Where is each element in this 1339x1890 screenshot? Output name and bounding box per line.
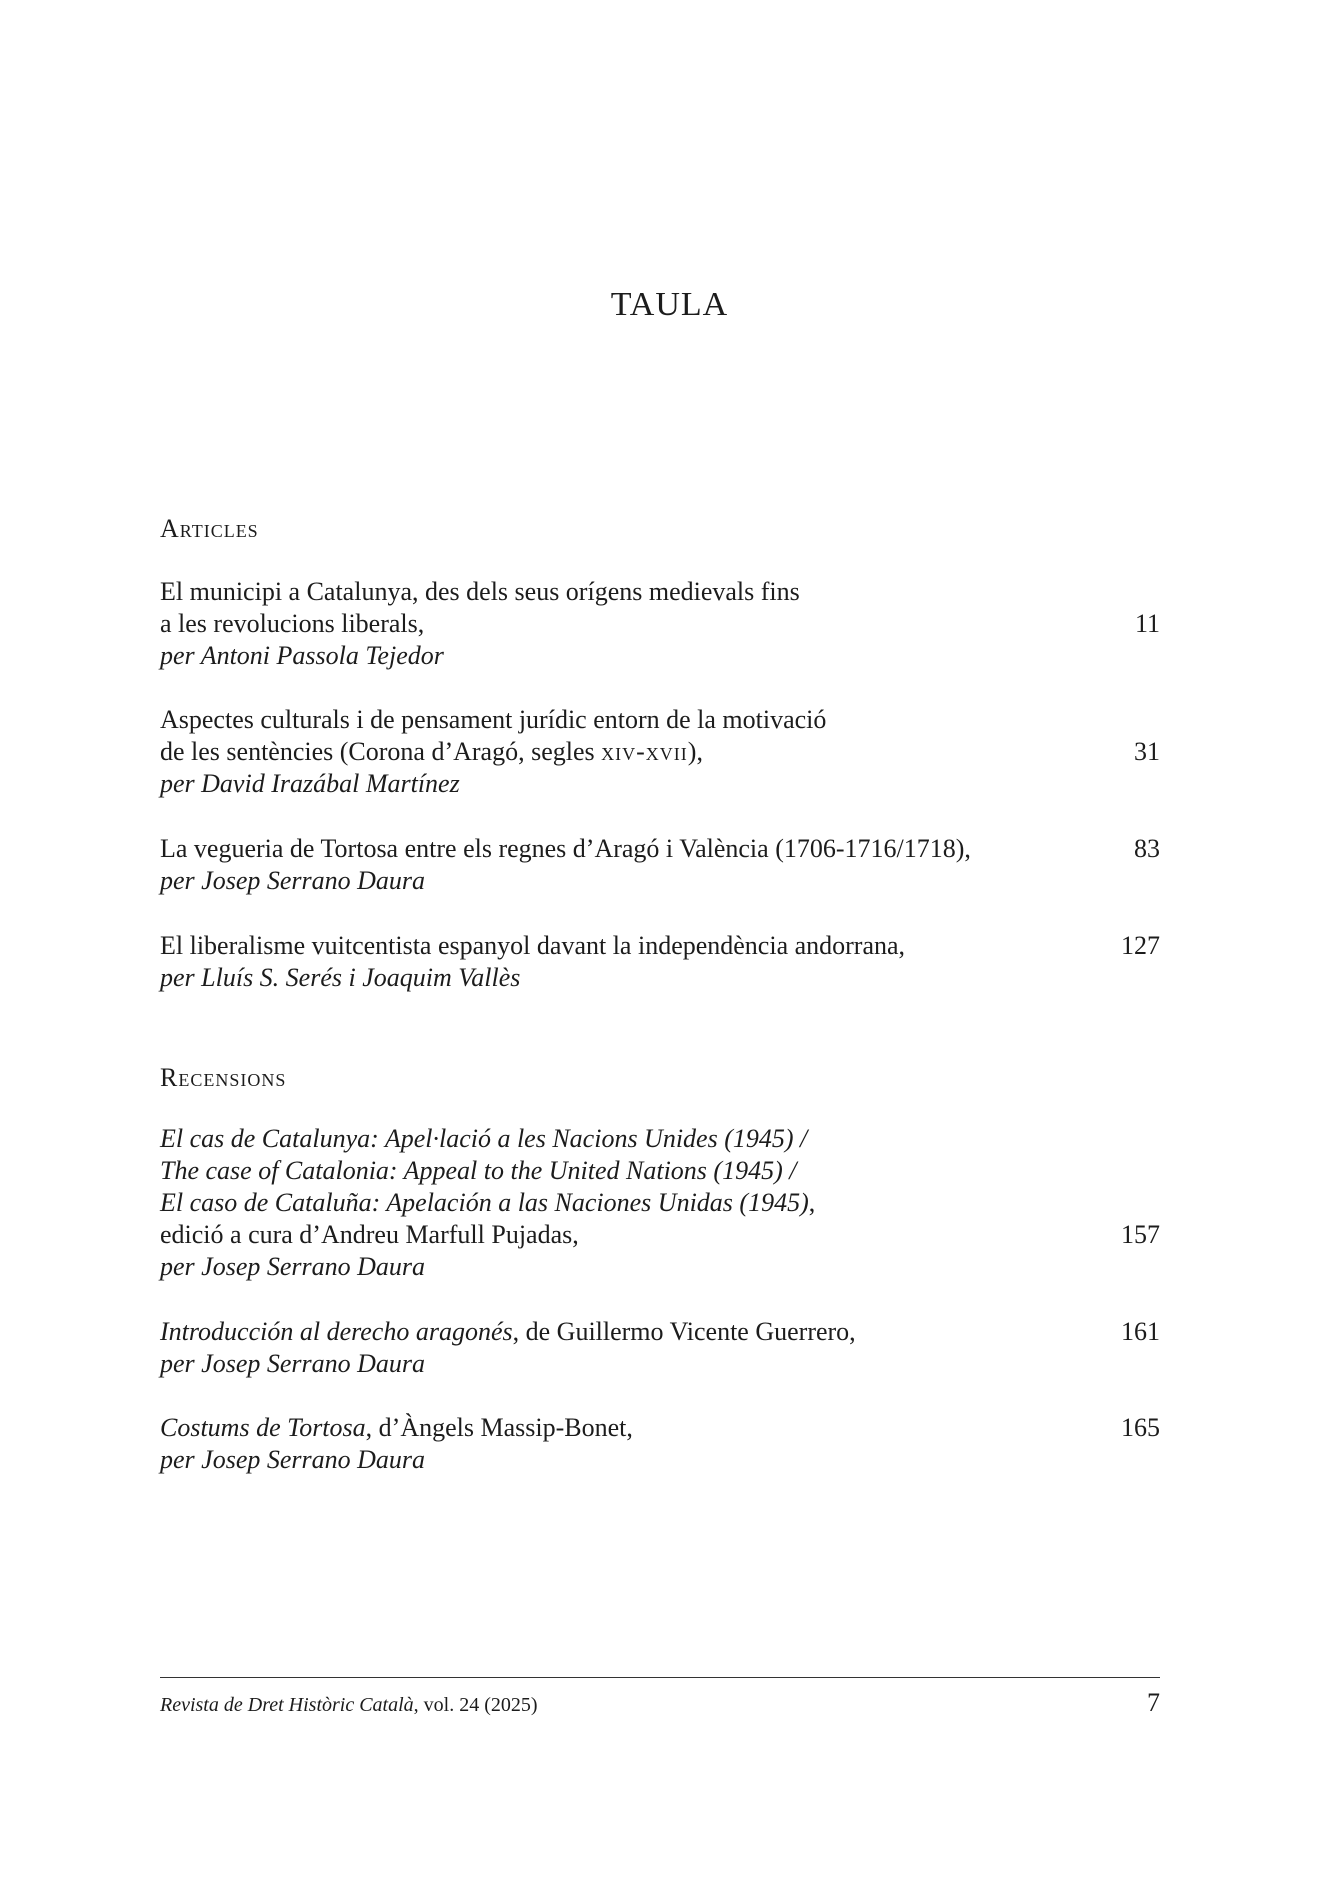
entry-title-line: La vegueria de Tortosa entre els regnes d’Aragó i València (1706-1716/1718),	[160, 834, 971, 863]
entry-title-line: Introducción al derecho aragonés, de Guillermo Vicente Guerrero,	[160, 1317, 856, 1346]
entry-title-line: a les revolucions liberals,	[160, 609, 425, 638]
toc-entry-review-3[interactable]	[160, 1412, 1160, 1476]
entry-author: per Josep Serrano Daura	[160, 1252, 426, 1281]
page-number: 11	[1134, 609, 1160, 638]
entry-author: per Josep Serrano Daura	[160, 1445, 426, 1474]
toc-entry-article-4[interactable]	[160, 930, 1160, 994]
page-footer	[160, 1688, 1160, 1718]
entry-title-line: de les sentències (Corona d’Aragó, segles xiv-xvii),	[160, 737, 703, 766]
page-number: 127	[1121, 931, 1160, 960]
century-smallcaps: xiv-xvii	[601, 737, 688, 766]
entry-title-line: Costums de Tortosa, d’Àngels Massip-Bonet,	[160, 1413, 633, 1442]
entry-author: per Lluís S. Serés i Joaquim Vallès	[160, 963, 521, 992]
entry-title-line: El cas de Catalunya: Apel·lació a les Nacions Unides (1945) /	[160, 1124, 808, 1153]
toc-entry-review-1[interactable]	[160, 1123, 1160, 1283]
entry-author: per David Irazábal Martínez	[160, 769, 460, 798]
entry-title-line: El caso de Cataluña: Apelación a las Naciones Unidas (1945),	[160, 1188, 816, 1217]
section-heading-reviews: Recensions	[160, 1063, 287, 1092]
entry-author: per Josep Serrano Daura	[160, 866, 426, 895]
folio-number: 7	[1147, 1688, 1160, 1717]
entry-author: per Josep Serrano Daura	[160, 1349, 426, 1378]
page-title: TAULA	[610, 286, 729, 323]
toc-entry-article-1[interactable]	[160, 576, 1160, 672]
entry-editor-line: edició a cura d’Andreu Marfull Pujadas,	[160, 1220, 579, 1249]
entry-title-line: El liberalisme vuitcentista espanyol davant la independència andorrana,	[160, 931, 906, 960]
entry-title-line: Aspectes culturals i de pensament jurídic entorn de la motivació	[160, 705, 827, 734]
toc-entry-article-2[interactable]	[160, 704, 1160, 800]
entry-author: per Antoni Passola Tejedor	[160, 641, 444, 670]
page-number: 31	[1134, 737, 1160, 766]
toc-entry-article-3[interactable]	[160, 833, 1160, 897]
page-number: 157	[1121, 1220, 1160, 1249]
footer-divider	[160, 1677, 1160, 1678]
entry-title-line: El municipi a Catalunya, des dels seus orígens medievals fins	[160, 577, 800, 606]
page-number: 83	[1134, 834, 1160, 863]
entry-title-line: The case of Catalonia: Appeal to the United Nations (1945) /	[160, 1156, 797, 1185]
page-number: 161	[1121, 1317, 1160, 1346]
journal-citation: Revista de Dret Històric Català, vol. 24 (2025)	[160, 1694, 538, 1716]
toc-entry-review-2[interactable]	[160, 1316, 1160, 1380]
section-heading-articles: Articles	[160, 514, 259, 543]
page-number: 165	[1121, 1413, 1160, 1442]
